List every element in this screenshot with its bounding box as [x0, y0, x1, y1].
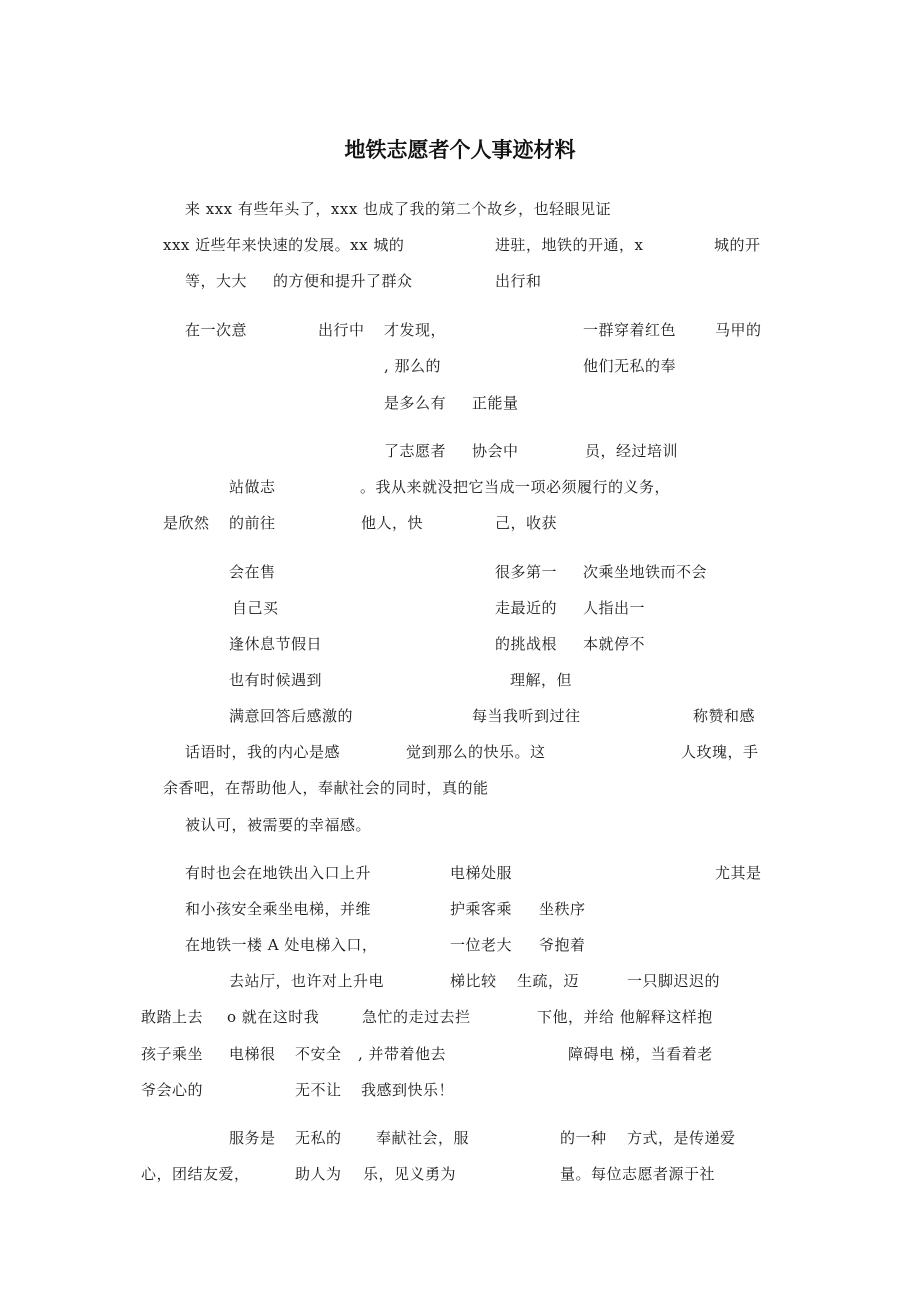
text-fragment: 等，大大 — [185, 272, 248, 290]
text-fragment: 助人为 — [295, 1165, 342, 1183]
text-fragment: 的一种 — [560, 1129, 607, 1147]
text-fragment: 被认可，被需要的幸福感。 — [185, 816, 372, 834]
text-fragment: 孩子乘坐 — [141, 1045, 204, 1063]
text-fragment: 城的开 — [714, 236, 761, 254]
text-fragment: 协会中 — [472, 442, 519, 460]
text-fragment: 的方便和提升了群众 — [273, 272, 413, 290]
text-fragment: 话语时，我的内心是感 — [185, 743, 341, 761]
text-fragment: , 并带着他去 — [358, 1045, 447, 1063]
text-fragment: 乐，见义勇为 — [363, 1165, 457, 1183]
text-fragment: 才发现， — [384, 321, 447, 339]
text-fragment: 人指出一 — [583, 599, 646, 617]
text-fragment: 逢休息节假日 — [229, 635, 323, 653]
text-fragment: 也有时候遇到 — [229, 671, 323, 689]
text-fragment: 很多第一 — [495, 563, 558, 581]
text-fragment: 有时也会在地铁出入口上升 — [185, 864, 372, 882]
text-fragment: 称赞和感 — [693, 707, 756, 725]
text-fragment: 员，经过培训 — [585, 442, 679, 460]
text-fragment: 一只脚迟迟的 — [627, 972, 721, 990]
text-fragment: 量。每位志愿者源于社 — [560, 1165, 716, 1183]
text-fragment: 站做志 — [229, 478, 276, 496]
text-fragment: 出行中 — [318, 321, 365, 339]
text-fragment: 了志愿者 — [384, 442, 447, 460]
text-fragment: 。我从来就没把它当成一项必须履行的义务， — [360, 478, 671, 496]
text-fragment: 马甲的 — [715, 321, 762, 339]
text-fragment: 理解，但 — [510, 671, 573, 689]
text-fragment: , 那么的 — [384, 357, 442, 375]
text-fragment: 来 xxx 有些年头了，xxx 也成了我的第二个故乡，也轻眼见证 — [185, 200, 612, 218]
text-fragment: 他们无私的奉 — [583, 357, 677, 375]
text-fragment: 奉献社会，服 — [376, 1129, 470, 1147]
text-fragment: 是欣然 — [163, 514, 210, 532]
text-fragment: 梯比较 — [450, 972, 497, 990]
text-fragment: 本就停不 — [583, 635, 646, 653]
text-fragment: 急忙的走过去拦 — [362, 1008, 471, 1026]
text-fragment: 无私的 — [295, 1129, 342, 1147]
text-fragment: 生疏，迈 — [517, 972, 580, 990]
text-fragment: 方式，是传递爱 — [627, 1129, 736, 1147]
text-fragment: 爷抱着 — [539, 936, 586, 954]
text-fragment: 心，团结友爱， — [141, 1165, 250, 1183]
text-fragment: 会在售 — [229, 563, 276, 581]
text-fragment: 不安全 — [295, 1045, 342, 1063]
text-fragment: 出行和 — [495, 272, 542, 290]
text-fragment: 进驻，地铁的开通，x — [495, 236, 644, 254]
text-fragment: 坐秩序 — [539, 900, 586, 918]
text-fragment: o 就在这时我 — [227, 1008, 320, 1026]
document-title: 地铁志愿者个人事迹材料 — [344, 138, 576, 162]
text-fragment: 的挑战根 — [495, 635, 558, 653]
text-fragment: 每当我听到过往 — [472, 707, 581, 725]
text-fragment: 服务是 — [229, 1129, 276, 1147]
text-fragment: 和小孩安全乘坐电梯，并维 — [185, 900, 372, 918]
text-fragment: 我感到快乐！ — [361, 1081, 455, 1099]
text-fragment: 障碍电 梯，当看着老 — [568, 1045, 713, 1063]
text-fragment: 敢踏上去 — [141, 1008, 204, 1026]
text-fragment: 走最近的 — [495, 599, 558, 617]
text-fragment: 护乘客乘 — [450, 900, 513, 918]
text-fragment: 在一次意 — [185, 321, 248, 339]
text-fragment: 无不让 — [295, 1081, 342, 1099]
text-fragment: 下他，并给 他解释这样抱 — [537, 1008, 713, 1026]
text-fragment: 己，收获 — [495, 514, 558, 532]
text-fragment: 尤其是 — [715, 864, 762, 882]
text-fragment: 觉到那么的快乐。这 — [406, 743, 546, 761]
text-fragment: xxx 近些年来快速的发展。xx 城的 — [163, 236, 405, 254]
text-fragment: 人玫瑰，手 — [681, 743, 759, 761]
text-fragment: 去站厅，也许对上升电 — [229, 972, 385, 990]
text-fragment: 在地铁一楼 A 处电梯入口， — [185, 936, 378, 954]
text-fragment: 的前往 — [229, 514, 276, 532]
text-fragment: 电梯很 — [229, 1045, 276, 1063]
text-fragment: 一位老大 — [450, 936, 513, 954]
text-fragment: 是多么有 — [384, 394, 447, 412]
text-fragment: 正能量 — [472, 394, 519, 412]
text-fragment: 爷会心的 — [141, 1081, 204, 1099]
text-fragment: 电梯处服 — [450, 864, 513, 882]
text-fragment: 次乘坐地铁而不会 — [583, 563, 708, 581]
text-fragment: 余香吧，在帮助他人，奉献社会的同时，真的能 — [163, 779, 489, 797]
text-fragment: 一群穿着红色 — [583, 321, 677, 339]
text-fragment: 自己买 — [232, 599, 279, 617]
text-fragment: 他人，快 — [361, 514, 424, 532]
text-fragment: 满意回答后感激的 — [229, 707, 354, 725]
